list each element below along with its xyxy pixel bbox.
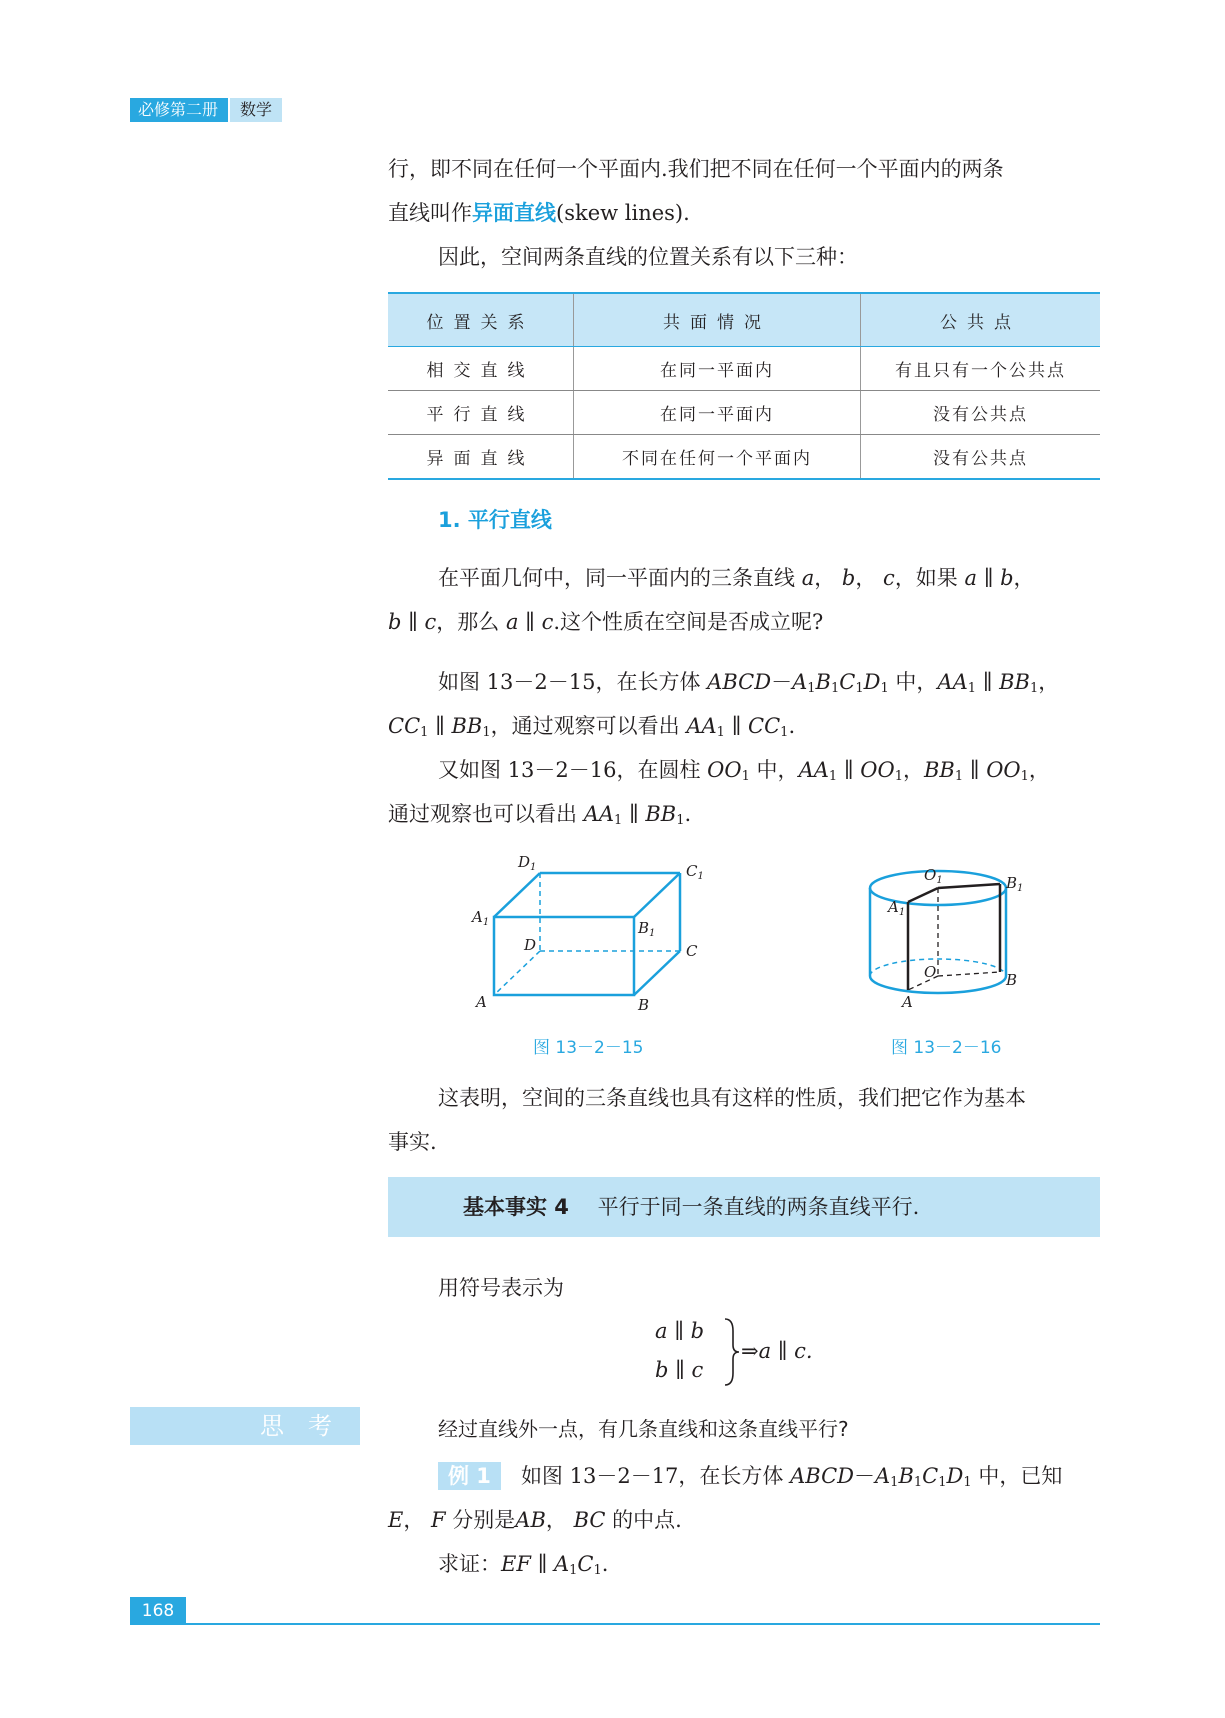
formula-premise-2: b ∥ c: [655, 1358, 704, 1382]
text-span: .这个性质在空间是否成立呢?: [553, 610, 824, 634]
paragraph-line: 求证：EF ∥ $A_1C_1$.: [438, 1552, 609, 1578]
figure-caption: 图 13－2－16: [891, 1038, 1002, 1058]
text-span: 分别是: [452, 1508, 516, 1532]
text-span: 中，: [888, 670, 938, 694]
basic-fact-box: [388, 1177, 1100, 1237]
formula-premise-1: a ∥ b: [655, 1319, 705, 1343]
paragraph-line: [388, 191, 1100, 235]
symbol-intro: [388, 1266, 1100, 1310]
example-1: [388, 1454, 1100, 1586]
paragraph-line: 在平面几何中，同一平面内的三条直线 a， b， c，如果 a ∥ b，: [438, 566, 1035, 590]
text-span: 如图 13－2－17，在长方体: [520, 1464, 791, 1488]
paragraph-line: $CC_1$ ∥ $BB_1$，通过观察可以看出 $AA_1$ ∥ $CC_1$.: [388, 714, 796, 740]
paragraph-line: 用符号表示为: [438, 1276, 564, 1300]
text-span: .: [684, 802, 692, 826]
table-cell: 在同一平面内: [574, 347, 861, 391]
label-B1: $B_1$: [1006, 874, 1024, 894]
table-header-cell: 位置关系: [388, 293, 574, 347]
table-cell: 有且只有一个公共点: [861, 347, 1101, 391]
label-O: O: [924, 963, 937, 981]
text-span: ，: [1028, 758, 1050, 782]
text-span: ，: [1013, 566, 1035, 590]
label-B1: $B_1$: [638, 919, 656, 939]
text-span: 通过观察也可以看出: [388, 802, 584, 826]
text-span: (skew lines).: [556, 201, 690, 225]
paragraph-line: 事实.: [388, 1130, 437, 1154]
text-span: 在平面几何中，同一平面内的三条直线: [438, 566, 802, 590]
subject-title: 数学: [230, 98, 282, 122]
label-D1: $D_1$: [518, 853, 537, 873]
label-A: A: [476, 993, 487, 1011]
text-span: 中，已知: [971, 1464, 1063, 1488]
text-span: 直线叫作: [388, 201, 472, 225]
label-C: C: [686, 942, 698, 960]
figure-cuboid: [460, 850, 720, 1015]
label-A: A: [902, 993, 913, 1011]
text-span: 又如图 13－2－16，在圆柱: [438, 758, 708, 782]
text-span: ，如果: [894, 566, 965, 590]
text-span: .: [601, 1552, 609, 1576]
text-span: 的中点.: [605, 1508, 682, 1532]
table-row: [388, 391, 1100, 435]
example-label: 例 1: [438, 1462, 501, 1490]
think-label-text: 思 考: [260, 1412, 332, 1440]
paragraph-line: 例 1 如图 13－2－17，在长方体 $ABCD-A_1B_1C_1D_1$ 中，已知: [388, 1454, 1100, 1498]
table-cell: 相交直线: [388, 347, 574, 391]
paragraph-line: 又如图 13－2－16，在圆柱 $OO_1$ 中，$AA_1$ ∥ $OO_1$，$BB_1$ ∥ $OO_1$，: [438, 758, 1050, 784]
paragraph-line: E， F 分别是AB， BC 的中点.: [388, 1508, 682, 1532]
table-cell: 没有公共点: [861, 435, 1101, 480]
page-number: 168: [130, 1597, 186, 1625]
table-cell: 没有公共点: [861, 391, 1101, 435]
text-span: ，: [902, 758, 924, 782]
label-A1: $A_1$: [888, 898, 906, 918]
text-span: ，那么: [436, 610, 506, 634]
label-B: B: [638, 996, 650, 1014]
table-row: [388, 347, 1100, 391]
fact-label: 基本事实 4: [463, 1195, 569, 1219]
label-C1: $C_1$: [686, 862, 704, 882]
figure-cylinder: [860, 855, 1040, 1015]
text-span: 求证：: [438, 1552, 501, 1576]
relationship-table: [388, 292, 1100, 480]
text-span: ，: [1038, 670, 1060, 694]
label-A1: $A_1$: [472, 908, 490, 928]
paragraph-line: 这表明，空间的三条直线也具有这样的性质，我们把它作为基本: [438, 1086, 1026, 1110]
text-span: 中，: [749, 758, 799, 782]
table-row: [388, 435, 1100, 480]
paragraph-plane-geometry: [388, 556, 1100, 644]
label-D: D: [524, 936, 537, 954]
paragraph-conclusion: [388, 1076, 1100, 1164]
book-title: 必修第二册: [130, 98, 228, 122]
term-skew-lines: 异面直线: [472, 200, 556, 225]
formula: [655, 1311, 875, 1391]
table-header-cell: 共面情况: [574, 293, 861, 347]
paragraph-line: b ∥ c，那么 a ∥ c.这个性质在空间是否成立呢?: [388, 610, 824, 634]
think-label: [130, 1407, 360, 1445]
paragraph-line: 行，即不同在任何一个平面内.我们把不同在任何一个平面内的两条: [388, 157, 1004, 181]
think-question: 经过直线外一点，有几条直线和这条直线平行?: [438, 1417, 849, 1441]
label-O1: $O_1$: [924, 866, 943, 886]
table-cell: 异面直线: [388, 435, 574, 480]
paragraph-cuboid: [388, 660, 1100, 836]
text-span: .: [788, 714, 796, 738]
paragraph-line: 因此，空间两条直线的位置关系有以下三种：: [438, 245, 858, 269]
section-title: 1. 平行直线: [438, 508, 552, 532]
text-span: 如图 13－2－15，在长方体: [438, 670, 708, 694]
running-header: [130, 98, 282, 122]
figure-caption: 图 13－2－15: [533, 1038, 644, 1058]
footer-rule: [186, 1623, 1100, 1625]
table-cell: 在同一平面内: [574, 391, 861, 435]
paragraph-skew-definition: [388, 147, 1100, 279]
paragraph-line: 如图 13－2－15，在长方体 $ABCD-A_1B_1C_1D_1$ 中，$AA_1$ ∥ $BB_1$，: [438, 670, 1060, 696]
fact-text: 平行于同一条直线的两条直线平行.: [597, 1195, 920, 1219]
text-span: ，通过观察可以看出: [490, 714, 687, 738]
formula-result: ⇒a ∥ c.: [741, 1339, 813, 1363]
paragraph-line: 通过观察也可以看出 $AA_1$ ∥ $BB_1$.: [388, 802, 692, 828]
table-header-row: [388, 293, 1100, 347]
brace-icon: [723, 1317, 739, 1387]
table-cell: 平行直线: [388, 391, 574, 435]
label-B: B: [1006, 971, 1018, 989]
table-cell: 不同在任何一个平面内: [574, 435, 861, 480]
table-header-cell: 公共点: [861, 293, 1101, 347]
